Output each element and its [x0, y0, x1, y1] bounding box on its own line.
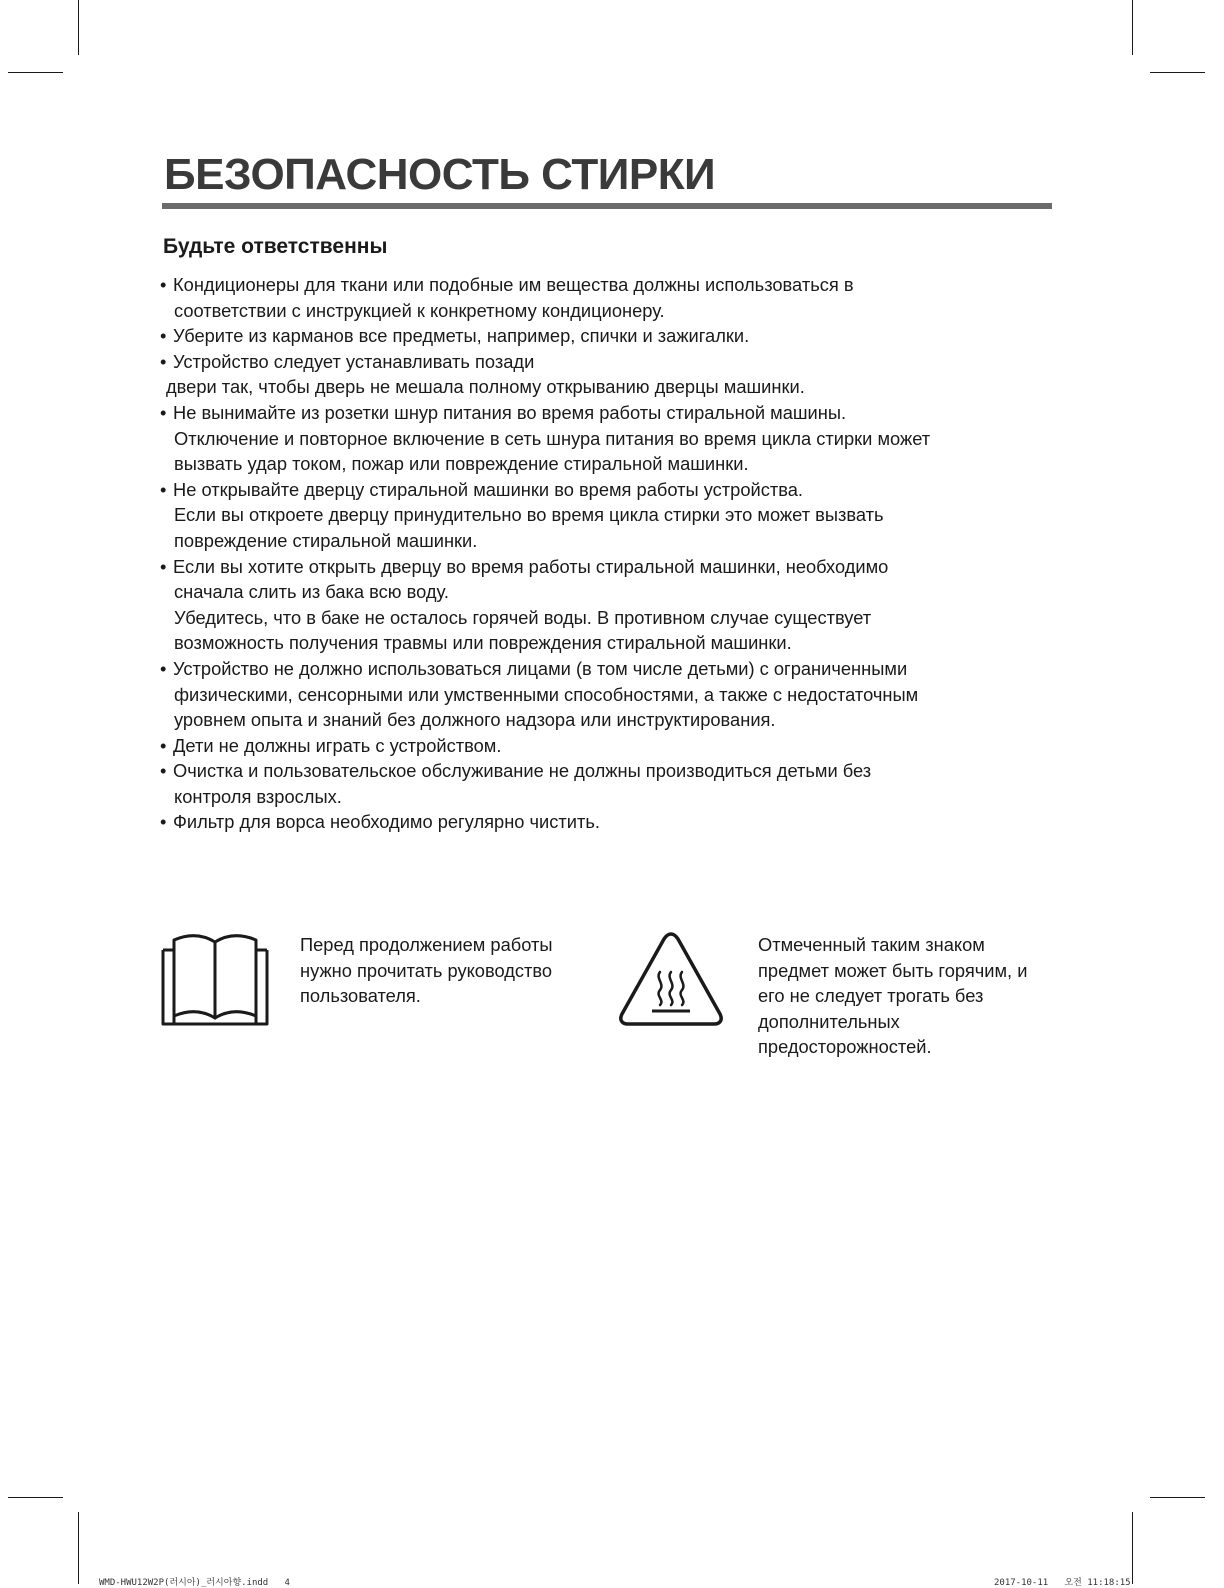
hot-surface-notice-text: Отмеченный таким знаком предмет может быть горячим, и его не следует трогать без дополнительных предосторожностей.: [758, 934, 1028, 1058]
list-item: • Не открывайте дверцу стиральной машинки во время работы устройства. Если вы откроете дверцу принудительно во время цикла стирки это может вызвать повреждение стиральной машинки.: [160, 478, 884, 551]
bullet-point: •: [160, 274, 167, 295]
list-item: • Не вынимайте из розетки шнур питания во время работы стиральной машины. Отключение и повторное включение в сеть шнура питания во время цикла стирки может вызвать удар током, пожар или повреждение стиральной машинки.: [160, 401, 931, 475]
manual-notice-text: Перед продолжением работы нужно прочитать руководство пользователя.: [300, 934, 553, 1007]
bullet-point: •: [160, 401, 167, 423]
footer-timestamp: 2017-10-11 오전 11:18:15: [994, 1578, 1131, 1588]
list-item: • Дети не должны играть с устройством.: [160, 733, 1060, 759]
crop-mark: [1132, 1512, 1133, 1584]
list-item: • Очистка и пользовательское обслуживание не должны производиться детьми без контроля взрослых.: [160, 760, 872, 807]
crop-mark: [1132, 0, 1133, 55]
crop-mark: [8, 72, 63, 73]
hot-surface-warning-icon: [616, 928, 726, 1028]
open-book-icon: [160, 930, 270, 1028]
title-underline: [162, 203, 1052, 209]
list-item: • Фильтр для ворса необходимо регулярно чистить.: [160, 809, 1060, 835]
bullet-point: •: [160, 760, 167, 782]
bullet-point: •: [160, 555, 167, 577]
list-item: • Уберите из карманов все предметы, например, спички и зажигалки.: [160, 323, 1060, 349]
page-title: БЕЗОПАСНОСТЬ СТИРКИ: [164, 150, 716, 199]
bullet-point: •: [160, 657, 167, 679]
crop-mark: [78, 0, 79, 55]
crop-mark: [8, 1497, 63, 1498]
bullet-point: •: [160, 478, 167, 500]
crop-mark: [1150, 1497, 1205, 1498]
crop-mark: [1150, 72, 1205, 73]
section-heading: Будьте ответственны: [163, 235, 388, 258]
bullet-point: •: [160, 325, 167, 347]
footer-file-name: WMD-HWU12W2P(러시아)_러시아향.indd 4: [99, 1578, 290, 1588]
bullet-point: •: [160, 734, 167, 756]
crop-mark: [78, 1512, 79, 1584]
bullet-point: •: [160, 350, 167, 372]
list-item: • Кондиционеры для ткани или подобные им вещества должны использоваться в соответствии с инструкцией к конкретному кондиционеру.: [160, 274, 854, 321]
safety-bullet-list: [160, 272, 1060, 835]
list-item: • Устройство не должно использоваться лицами (в том числе детьми) с ограниченными физическими, сенсорными или умственными способностями, а также с недостаточным уровнем опыта и знаний без должного надзора или инструктирования.: [160, 657, 919, 731]
bullet-point: •: [160, 811, 167, 833]
list-item: • Если вы хотите открыть дверцу во время работы стиральной машинки, необходимо сначала слить из бака всю воду. Убедитесь, что в баке не осталось горячей воды. В противном случае существует возможность получения травмы или повреждения стиральной машинки.: [160, 555, 889, 654]
list-item: • Устройство следует устанавливать позади двери так, чтобы дверь не мешала полному открыванию дверцы машинки.: [160, 350, 805, 398]
